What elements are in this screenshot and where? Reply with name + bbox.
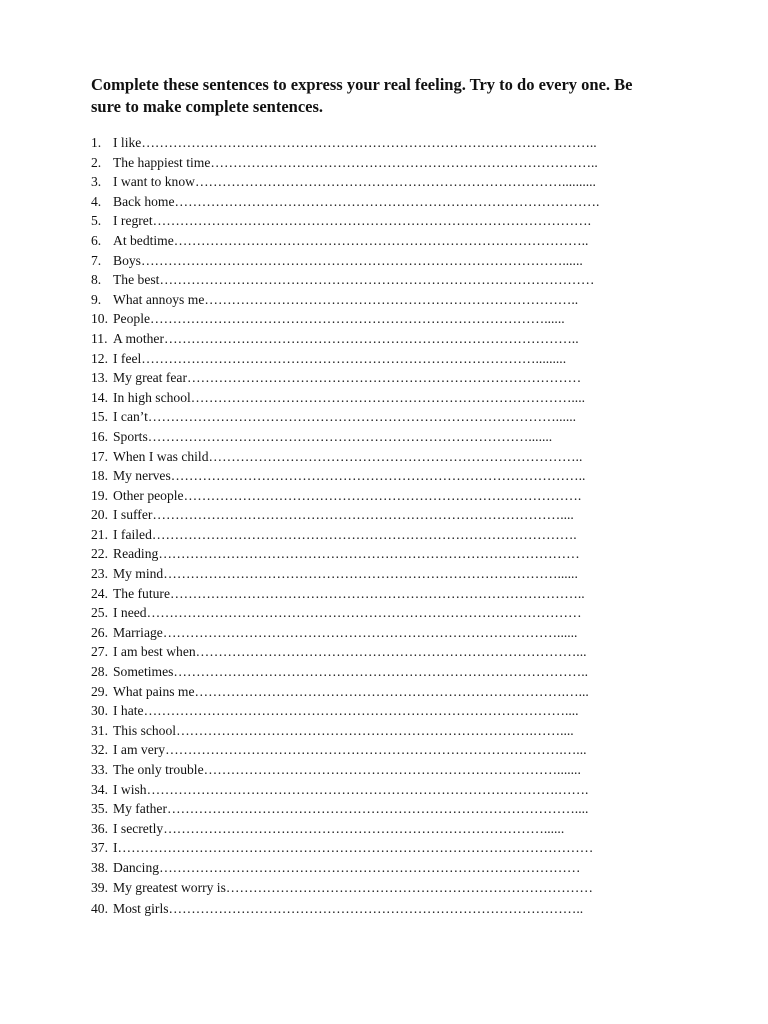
answer-blank-dots: …………………………………………………………………………………	[159, 859, 581, 875]
sentence-number: 19.	[91, 487, 108, 503]
sentence-prompt: Sometimes	[113, 664, 174, 680]
sentence-item	[91, 662, 661, 682]
sentence-number: 1.	[91, 135, 102, 150]
sentence-number: 39.	[91, 879, 108, 895]
answer-blank-dots: …………………………………………………………………………………….	[152, 213, 592, 229]
sentence-prompt: What annoys me	[113, 291, 205, 307]
answer-blank-dots: ………………………………………………………………………………………..	[141, 135, 597, 150]
answer-blank-dots: ……………………………………………………………………………….…….	[146, 781, 589, 797]
sentence-item	[91, 368, 661, 388]
sentence-prompt: People	[113, 311, 150, 327]
sentence-prompt: I am very	[113, 742, 166, 758]
sentence-number: 16.	[91, 428, 108, 444]
sentence-number: 4.	[91, 193, 102, 209]
sentence-number: 28.	[91, 664, 108, 680]
sentence-number: 36.	[91, 820, 108, 836]
sentence-number: 9.	[91, 291, 102, 307]
sentence-number: 27.	[91, 644, 108, 660]
sentence-item	[91, 701, 661, 721]
sentence-item	[91, 192, 661, 212]
answer-blank-dots: …………………………………………………………………………………....	[143, 703, 579, 719]
answer-blank-dots: ………………………………………………………………………………....	[166, 801, 589, 817]
answer-blank-dots: ………………………………………………………………………………….	[174, 193, 600, 209]
sentence-prompt: I like	[113, 135, 142, 150]
answer-blank-dots: ………………………………………………………………………….......	[147, 428, 553, 444]
sentence-number: 38.	[91, 859, 108, 875]
answer-blank-dots: ………………………………………………………………………………..	[170, 468, 586, 484]
sentence-item	[91, 251, 661, 271]
sentence-prompt: My greatest worry is	[113, 879, 226, 895]
sentence-prompt: When I was child	[113, 448, 209, 464]
sentence-prompt: Other people	[113, 487, 184, 503]
sentence-item	[91, 172, 661, 192]
sentence-prompt: I suffer	[113, 507, 153, 523]
sentence-prompt: I need	[113, 605, 147, 621]
answer-blank-dots: …………………………………………………………………………….........	[141, 350, 567, 366]
sentence-prompt: At bedtime	[113, 232, 174, 248]
answer-blank-dots: ………………………………………………………………………………..	[168, 901, 584, 917]
sentence-prompt: I regret	[113, 213, 153, 229]
sentence-list	[91, 133, 661, 919]
sentence-prompt: This school	[113, 722, 177, 738]
sentence-prompt: What pains me	[113, 683, 195, 699]
sentence-item	[91, 799, 661, 819]
sentence-item	[91, 584, 661, 604]
answer-blank-dots: ……………………………………………………………………………………	[146, 605, 582, 621]
answer-blank-dots: ………………………………………………………………………………….	[151, 526, 577, 542]
answer-blank-dots: …………………………………………………………………….……....	[176, 722, 574, 738]
sentence-prompt: Back home	[113, 193, 175, 209]
answer-blank-dots: …………………………………………………………………………...	[195, 644, 587, 660]
sentence-number: 32.	[91, 742, 108, 758]
sentence-item	[91, 603, 661, 623]
sentence-prompt: A mother	[113, 330, 164, 346]
answer-blank-dots: …………………………………………………………………………….	[183, 487, 582, 503]
answer-blank-dots: ………………………………………………………………………	[225, 879, 593, 895]
answer-blank-dots: ………………………………………………………………………………......	[147, 409, 577, 425]
sentence-prompt: The only trouble	[113, 762, 204, 777]
sentence-number: 31.	[91, 722, 108, 738]
sentence-prompt: I am best when	[113, 644, 196, 660]
sentence-item	[91, 133, 661, 153]
sentence-number: 35.	[91, 801, 108, 817]
sentence-item	[91, 858, 661, 878]
sentence-number: 23.	[91, 566, 108, 582]
answer-blank-dots: ………………………………………………………………………..	[208, 448, 583, 464]
sentence-number: 6.	[91, 232, 102, 248]
sentence-item	[91, 780, 661, 800]
answer-blank-dots: ………………………………………………………………………..	[204, 291, 579, 307]
sentence-prompt: My nerves	[113, 468, 171, 484]
sentence-number: 18.	[91, 468, 108, 484]
answer-blank-dots: ………………………………………………………………………………....	[152, 507, 574, 523]
sentence-prompt: I hate	[113, 703, 144, 719]
sentence-item	[91, 544, 661, 564]
sentence-item	[91, 290, 661, 310]
answer-blank-dots: ………………………………………………………………………………..	[173, 232, 589, 248]
sentence-item	[91, 878, 661, 898]
sentence-item	[91, 407, 661, 427]
sentence-prompt: I secretly	[113, 820, 164, 836]
sentence-prompt: I failed	[113, 526, 152, 542]
sentence-number: 10.	[91, 311, 108, 327]
answer-blank-dots: …………………………………………………………………………..	[210, 154, 598, 170]
answer-blank-dots: ………………………………………………………………………………..	[173, 664, 589, 680]
answer-blank-dots: ………………………………………………………………………..........	[194, 174, 596, 190]
sentence-number: 14.	[91, 389, 108, 405]
answer-blank-dots: ……………………………………………………………………………......	[163, 566, 578, 582]
sentence-number: 37.	[91, 840, 108, 856]
sentence-item	[91, 740, 661, 760]
sentence-number: 21.	[91, 526, 108, 542]
sentence-prompt: My mind	[113, 566, 164, 582]
sentence-item	[91, 427, 661, 447]
answer-blank-dots: ……………………………………………………………………………......	[162, 624, 578, 640]
sentence-number: 30.	[91, 703, 108, 719]
sentence-item	[91, 466, 661, 486]
sentence-number: 20.	[91, 507, 108, 523]
answer-blank-dots: …………………………………………………………………………....	[190, 389, 585, 405]
answer-blank-dots: ……………………………………………………………………………………………	[117, 840, 594, 856]
sentence-number: 40.	[91, 901, 108, 917]
sentence-item	[91, 505, 661, 525]
answer-blank-dots: …………………………………………………………………………………	[158, 546, 580, 562]
answer-blank-dots: ………………………………………………………………………………..	[170, 585, 585, 601]
sentence-item	[91, 682, 661, 702]
sentence-item	[91, 819, 661, 839]
answer-blank-dots: ……………………………………………………………………………………	[159, 272, 595, 288]
answer-blank-dots: …………………………………………………………………………………......	[140, 252, 583, 268]
sentence-number: 17.	[91, 448, 108, 464]
sentence-prompt: I can’t	[113, 409, 148, 425]
sentence-prompt: In high school	[113, 389, 191, 405]
sentence-item	[91, 349, 661, 369]
sentence-prompt: Sports	[113, 428, 148, 444]
sentence-item	[91, 623, 661, 643]
sentence-prompt: I	[113, 840, 118, 856]
sentence-prompt: I feel	[113, 350, 142, 366]
sentence-prompt: I wish	[113, 781, 147, 797]
answer-blank-dots: …………………………………………………………………………….…...	[165, 742, 587, 758]
sentence-item	[91, 309, 661, 329]
sentence-prompt: Most girls	[113, 901, 169, 917]
sentence-item	[91, 329, 661, 349]
sentence-item	[91, 270, 661, 290]
sentence-number: 29.	[91, 683, 108, 699]
sentence-item	[91, 760, 661, 780]
sentence-number: 2.	[91, 154, 102, 170]
sentence-number: 8.	[91, 272, 102, 288]
sentence-item	[91, 231, 661, 251]
worksheet-instructions: Complete these sentences to express your real feeling. Try to do every one. Be sure to make complete sentences.	[91, 75, 633, 116]
sentence-prompt: The best	[113, 272, 160, 288]
sentence-prompt: Marriage	[113, 624, 163, 640]
sentence-item	[91, 564, 661, 584]
sentence-number: 22.	[91, 546, 108, 562]
answer-blank-dots: ……………………………………………………………………………	[186, 370, 582, 386]
sentence-number: 12.	[91, 350, 108, 366]
sentence-prompt: Dancing	[113, 859, 160, 875]
sentence-number: 25.	[91, 605, 108, 621]
sentence-prompt: My father	[113, 801, 167, 817]
sentence-number: 11.	[91, 330, 108, 346]
answer-blank-dots: ……………………………………………………………………….…...	[194, 683, 589, 699]
sentence-number: 13.	[91, 370, 108, 386]
sentence-number: 33.	[91, 762, 108, 777]
sentence-item	[91, 486, 661, 506]
sentence-number: 15.	[91, 409, 108, 425]
sentence-number: 3.	[91, 174, 102, 190]
sentence-item	[91, 211, 661, 231]
sentence-item	[91, 388, 661, 408]
sentence-number: 24.	[91, 585, 108, 601]
sentence-item	[91, 525, 661, 545]
answer-blank-dots: …………………………………………………………………………......	[163, 820, 565, 836]
sentence-item	[91, 899, 661, 919]
sentence-prompt: The future	[113, 585, 170, 601]
sentence-item	[91, 153, 661, 173]
sentence-item	[91, 447, 661, 467]
sentence-prompt: My great fear	[113, 370, 187, 386]
answer-blank-dots: ………………………………………………………………………………..	[163, 330, 579, 346]
sentence-number: 7.	[91, 252, 102, 268]
sentence-number: 5.	[91, 213, 102, 229]
sentence-number: 26.	[91, 624, 108, 640]
sentence-prompt: The happiest time	[113, 154, 211, 170]
sentence-prompt: Boys	[113, 252, 141, 268]
sentence-number: 34.	[91, 781, 108, 797]
sentence-item	[91, 642, 661, 662]
sentence-prompt: Reading	[113, 546, 159, 562]
answer-blank-dots: …………………………………………………………………….......	[203, 762, 581, 777]
sentence-item	[91, 721, 661, 741]
sentence-prompt: I want to know	[113, 174, 195, 190]
sentence-item	[91, 838, 661, 858]
answer-blank-dots: ……………………………………………………………………………......	[150, 311, 565, 327]
